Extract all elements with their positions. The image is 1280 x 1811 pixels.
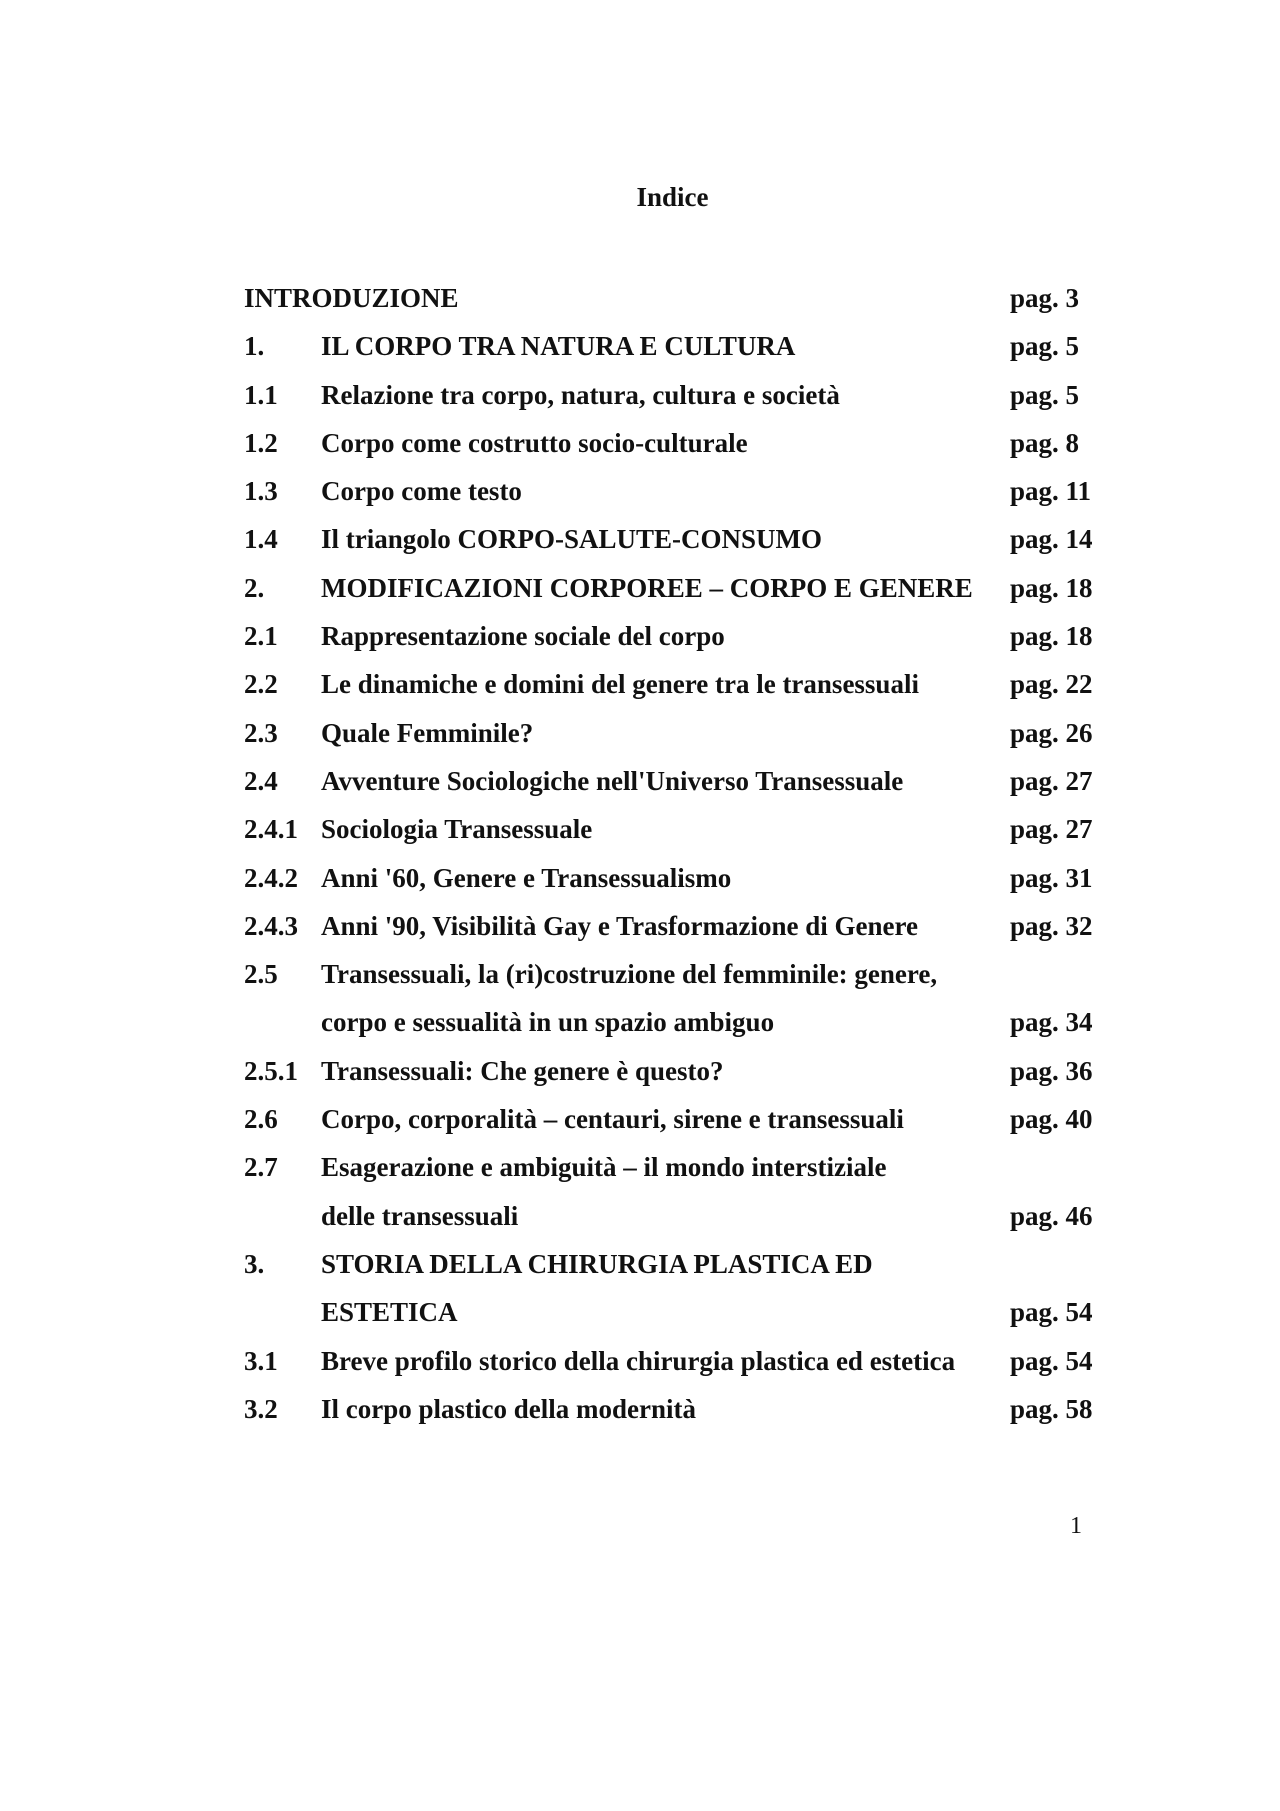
toc-entry-number: 2.5 — [244, 959, 278, 990]
toc-entry-text: MODIFICAZIONI CORPOREE – CORPO E GENERE — [321, 572, 973, 603]
toc-entry-continuation — [244, 1192, 1104, 1240]
toc-entry-page: pag. 5 — [1010, 379, 1080, 410]
toc-entry-page: pag. 46 — [1010, 1200, 1093, 1231]
toc-entry-number: 2.6 — [244, 1104, 278, 1135]
toc-entry-number: 1.3 — [244, 476, 278, 507]
toc-entry-page: pag. 5 — [1010, 331, 1080, 362]
toc-entry-text: Sociologia Transessuale — [321, 814, 593, 845]
toc-entry-page: pag. 18 — [1010, 621, 1093, 652]
toc-entry-number: 3. — [244, 1248, 265, 1279]
toc-entry-number: 2.4.2 — [244, 862, 298, 893]
toc-entry-page: pag. 14 — [1010, 524, 1093, 555]
toc-entry — [244, 1385, 1104, 1433]
toc-entry — [244, 950, 1104, 998]
toc-entry-text: Rappresentazione sociale del corpo — [321, 621, 725, 652]
page-number: 1 — [1070, 1513, 1082, 1539]
toc-entry-text: IL CORPO TRA NATURA E CULTURA — [321, 331, 796, 362]
toc-entry — [244, 467, 1104, 515]
toc-entry-text: Corpo, corporalità – centauri, sirene e transessuali — [321, 1104, 904, 1135]
table-of-contents — [244, 274, 1104, 1433]
toc-entry-page: pag. 27 — [1010, 814, 1093, 845]
toc-entry-page: pag. 8 — [1010, 427, 1080, 458]
toc-entry — [244, 709, 1104, 757]
toc-entry-page: pag. 11 — [1010, 476, 1092, 507]
toc-entry-page: pag. 36 — [1010, 1055, 1093, 1086]
toc-entry-number: 1. — [244, 331, 265, 362]
toc-entry-text: INTRODUZIONE — [244, 283, 459, 313]
toc-entry-page: pag. 32 — [1010, 910, 1093, 941]
toc-entry-text: Le dinamiche e domini del genere tra le transessuali — [321, 669, 919, 700]
toc-entry-number: 3.2 — [244, 1393, 278, 1424]
toc-entry — [244, 805, 1104, 853]
toc-entry-number: 2.4.3 — [244, 910, 298, 941]
toc-entry-page: pag. 54 — [1010, 1297, 1093, 1328]
toc-entry — [244, 757, 1104, 805]
toc-entry-text: Esagerazione e ambiguità – il mondo interstiziale — [321, 1152, 887, 1183]
toc-entry-page: pag. 54 — [1010, 1345, 1093, 1376]
toc-entry-number: 2.1 — [244, 621, 278, 652]
toc-entry-page: pag. 34 — [1010, 1007, 1093, 1038]
toc-entry-number: 2. — [244, 572, 265, 603]
page-title: Indice — [636, 182, 709, 212]
toc-entry — [244, 1143, 1104, 1191]
toc-entry-continuation — [244, 998, 1104, 1046]
toc-entry-text: Avventure Sociologiche nell'Universo Transessuale — [321, 765, 904, 796]
toc-entry-text: corpo e sessualità in un spazio ambiguo — [321, 1007, 775, 1038]
toc-entry-page: pag. 22 — [1010, 669, 1093, 700]
toc-entry-number: 2.2 — [244, 669, 278, 700]
toc-entry-continuation — [244, 1288, 1104, 1336]
toc-entry-number: 2.3 — [244, 717, 278, 748]
toc-entry-text: Corpo come testo — [321, 476, 522, 507]
toc-entry-text: STORIA DELLA CHIRURGIA PLASTICA ED — [321, 1248, 873, 1279]
toc-entry-number: 2.7 — [244, 1152, 278, 1183]
toc-entry-text: Anni '90, Visibilità Gay e Trasformazione di Genere — [321, 910, 918, 941]
toc-entry — [244, 1047, 1104, 1095]
toc-entry-text: delle transessuali — [321, 1200, 519, 1231]
toc-entry — [244, 612, 1104, 660]
toc-entry-page: pag. 3 — [1010, 283, 1080, 313]
toc-entry — [244, 564, 1104, 612]
toc-entry-page: pag. 18 — [1010, 572, 1093, 603]
toc-entry-text: Il triangolo CORPO-SALUTE-CONSUMO — [321, 524, 823, 555]
toc-entry-text: Transessuali: Che genere è questo? — [321, 1055, 724, 1086]
toc-entry — [244, 902, 1104, 950]
toc-entry-text: ESTETICA — [321, 1297, 458, 1328]
toc-entry-text: Transessuali, la (ri)costruzione del femminile: genere, — [321, 959, 938, 990]
toc-entry-number: 2.5.1 — [244, 1055, 298, 1086]
toc-entry — [244, 1337, 1104, 1385]
toc-entry-number: 2.4.1 — [244, 814, 298, 845]
toc-entry — [244, 419, 1104, 467]
toc-entry-page: pag. 26 — [1010, 717, 1093, 748]
toc-entry — [244, 1095, 1104, 1143]
toc-entry-number: 1.1 — [244, 379, 278, 410]
toc-entry — [244, 371, 1104, 419]
toc-entry — [244, 274, 1104, 322]
toc-entry-number: 3.1 — [244, 1345, 278, 1376]
toc-entry-page: pag. 27 — [1010, 765, 1093, 796]
toc-entry-page: pag. 40 — [1010, 1104, 1093, 1135]
toc-entry-page: pag. 58 — [1010, 1393, 1093, 1424]
toc-entry-text: Relazione tra corpo, natura, cultura e società — [321, 379, 840, 410]
toc-entry-text: Breve profilo storico della chirurgia plastica ed estetica — [321, 1345, 956, 1376]
toc-entry-text: Corpo come costrutto socio-culturale — [321, 427, 748, 458]
toc-entry — [244, 322, 1104, 370]
toc-entry-text: Il corpo plastico della modernità — [321, 1393, 696, 1424]
toc-entry-page: pag. 31 — [1010, 862, 1093, 893]
toc-entry — [244, 1240, 1104, 1288]
toc-entry-number: 1.4 — [244, 524, 278, 555]
toc-entry — [244, 854, 1104, 902]
toc-entry-number: 2.4 — [244, 765, 278, 796]
toc-entry-number: 1.2 — [244, 427, 278, 458]
toc-entry — [244, 660, 1104, 708]
toc-entry — [244, 515, 1104, 563]
toc-entry-text: Quale Femminile? — [321, 717, 534, 748]
toc-entry-text: Anni '60, Genere e Transessualismo — [321, 862, 732, 893]
